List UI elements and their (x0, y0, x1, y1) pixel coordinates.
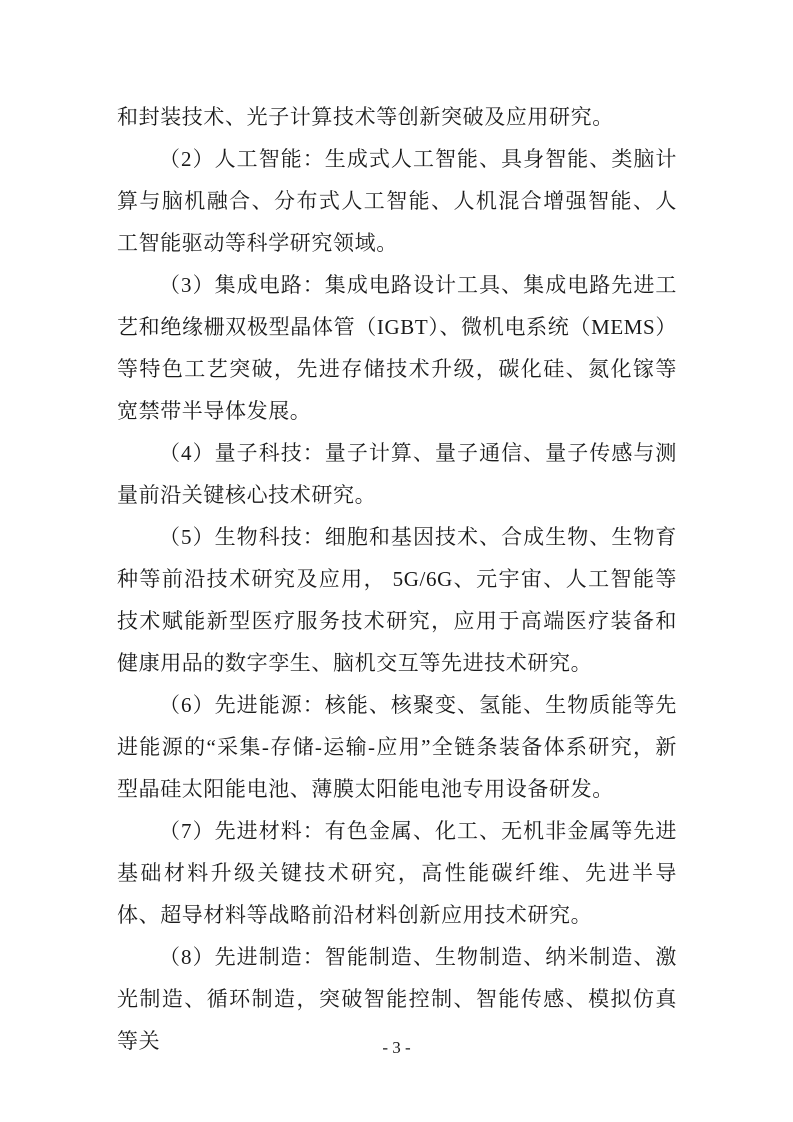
page-number: - 3 - (382, 1038, 411, 1057)
paragraph-item-2-artificial-intelligence: （2）人工智能：生成式人工智能、具身智能、类脑计算与脑机融合、分布式人工智能、人机混合增强智能、人工智能驱动等科学研究领域。 (117, 147, 677, 255)
paragraph-item-8-advanced-manufacturing: （8）先进制造：智能制造、生物制造、纳米制造、激光制造、循环制造，突破智能控制、智能传感、模拟仿真等关 (117, 945, 677, 1053)
paragraph-item-4-quantum-technology: （4）量子科技：量子计算、量子通信、量子传感与测量前沿关键核心技术研究。 (117, 441, 677, 507)
paragraph-item-6-advanced-energy: （6）先进能源：核能、核聚变、氢能、生物质能等先进能源的“采集-存储-运输-应用”全链条装备体系研究，新型晶硅太阳能电池、薄膜太阳能电池专用设备研发。 (117, 693, 677, 801)
paragraph-item-5-biotechnology: （5）生物科技：细胞和基因技术、合成生物、生物育种等前沿技术研究及应用， 5G/6G、元宇宙、人工智能等技术赋能新型医疗服务技术研究，应用于高端医疗装备和健康用品的数字孪生、脑机交互等先进技术研究。 (117, 525, 677, 675)
paragraph-item-7-advanced-materials: （7）先进材料：有色金属、化工、无机非金属等先进基础材料升级关键技术研究，高性能碳纤维、先进半导体、超导材料等战略前沿材料创新应用技术研究。 (117, 819, 677, 927)
document-body (117, 96, 677, 1062)
paragraph-continuation: 和封装技术、光子计算技术等创新突破及应用研究。 (117, 105, 614, 129)
paragraph-item-3-integrated-circuits: （3）集成电路：集成电路设计工具、集成电路先进工艺和绝缘栅双极型晶体管（IGBT）、微机电系统（MEMS）等特色工艺突破，先进存储技术升级，碳化硅、氮化镓等宽禁带半导体发展。 (117, 273, 677, 423)
